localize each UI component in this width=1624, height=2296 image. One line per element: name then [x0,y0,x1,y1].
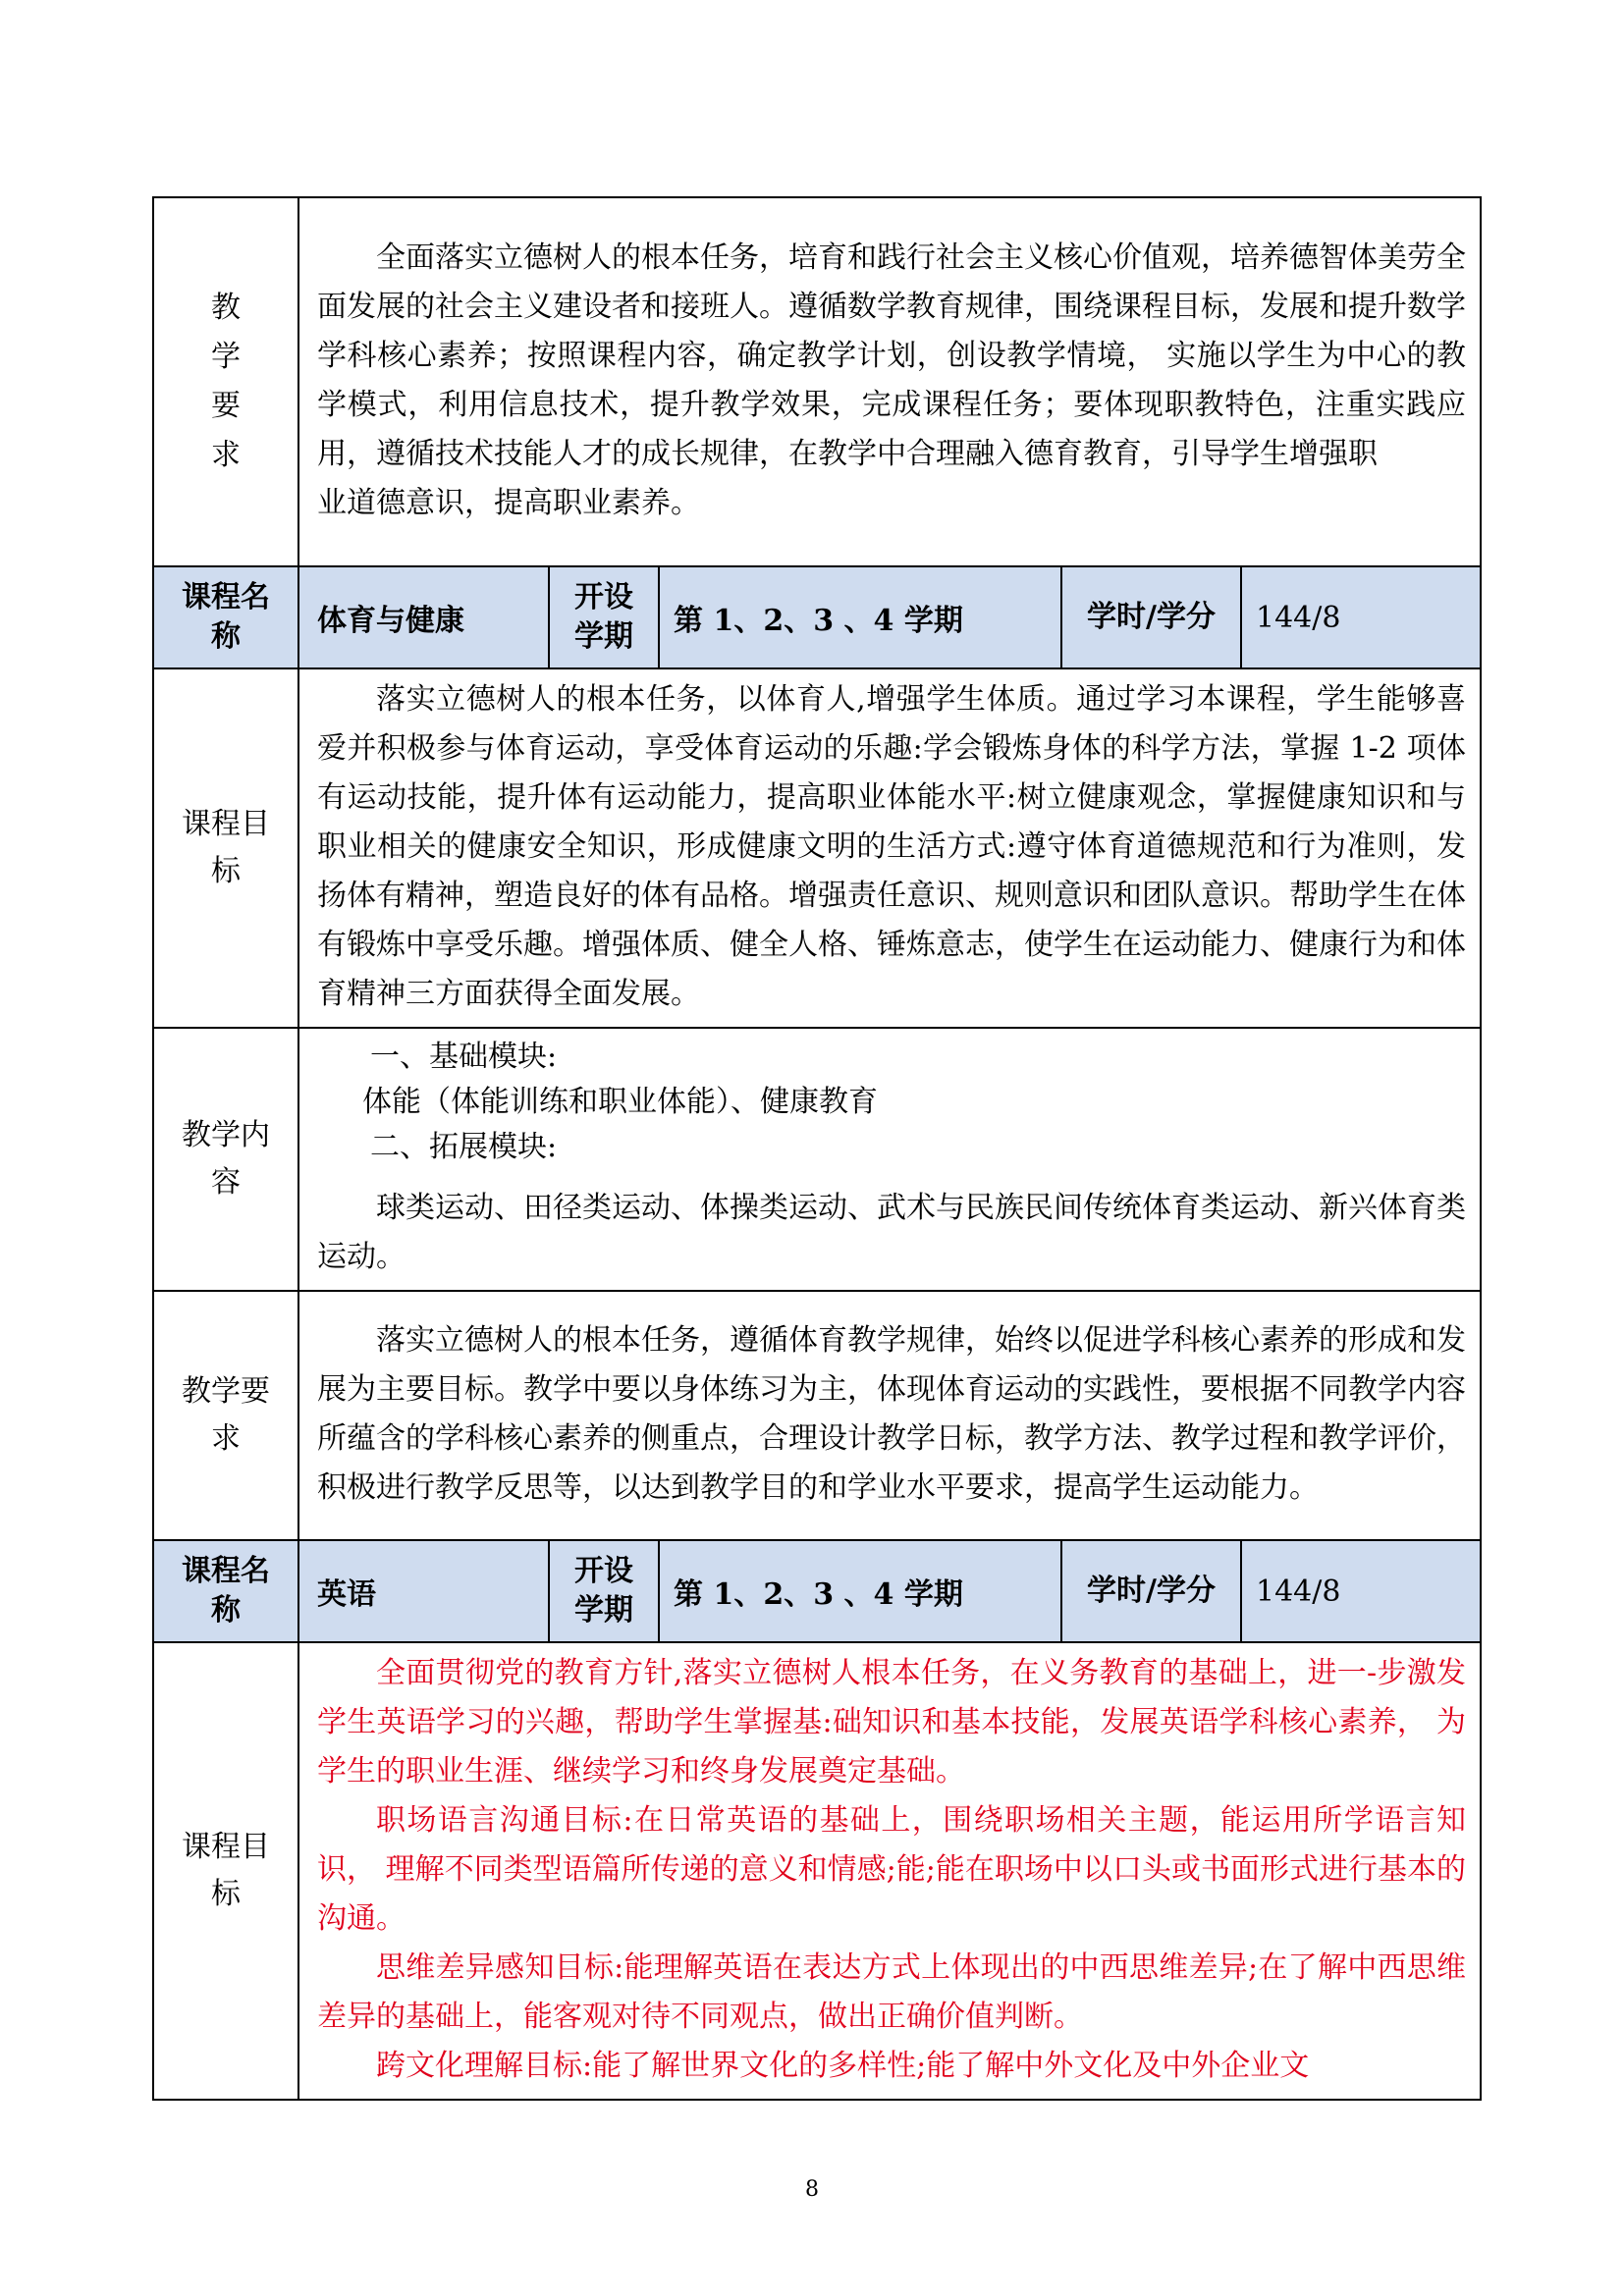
term-value: 第 1、2、3 、4 学期 [659,566,1061,668]
paragraph: 职场语言沟通目标:在日常英语的基础上，围绕职场相关主题，能运用所学语言知识， 理解不同类型语篇所传递的意义和情感;能;能在职场中以口头或书面形式进行基本的沟通。 [317,1803,1467,1936]
teaching-content-text [298,1028,1481,1291]
term-value: 第 1、2、3 、4 学期 [659,1540,1061,1642]
term-label: 开设学期 [549,566,659,668]
course-goal-label [153,1642,298,2100]
term-label: 开设学期 [549,1540,659,1642]
course-name: 英语 [298,1540,549,1642]
paragraph: 思维差异感知目标:能理解英语在表达方式上体现出的中西思维差异;在了解中西思维差异的基础上，能客观对待不同观点，做出正确价值判断。 [317,1950,1467,2034]
course-goal-label [153,668,298,1028]
teaching-requirements-text [298,1291,1481,1540]
course-goal-text [298,1642,1481,2100]
label-text: 课程目标 [182,1830,270,1911]
paragraph: 全面贯彻党的教育方针,落实立德树人根本任务，在义务教育的基础上，进一-步激发学生英语学习的兴趣，帮助学生掌握基:础知识和基本技能，发展英语学科核心素养， 为学生的职业生涯、继续学习和终身发展奠定基础。 [317,1656,1467,1789]
page-number: 8 [805,2177,819,2202]
teaching-content-label [153,1028,298,1291]
course-name-label: 课程名称 [153,1540,298,1642]
module-item: 体能（体能训练和职业体能）、健康教育 [362,1085,878,1119]
paragraph: 全面落实立德树人的根本任务，培育和践行社会主义核心价值观，培养德智体美劳全面发展的社会主义建设者和接班人。遵循数学教育规律，围绕课程目标，发展和提升数学学科核心素养；按照课程内容，确定教学计划，创设教学情境， 实施以学生为中心的教学模式，利用信息技术，提升教学效果，完成课程任务；要体现职教特色，注重实践应用，遵循技术技能人才的成长规律，在教学中合理融入德育教育，引导学生增强职 [317,240,1467,471]
paragraph: 业道德意识，提高职业素养。 [317,486,700,520]
label-char: 学 [211,340,241,374]
label-text: 课程目标 [182,807,270,888]
teaching-requirements-text [298,197,1481,566]
hours-label: 学时/学分 [1061,1540,1241,1642]
label-text: 教学内容 [182,1118,270,1200]
paragraph: 落实立德树人的根本任务，以体育人,增强学生体质。通过学习本课程，学生能够喜爱并积极参与体育运动，享受体育运动的乐趣:学会锻炼身体的科学方法，掌握 1-2 项体有运动技能，提升体有运动能力，提高职业体能水平:树立健康观念，掌握健康知识和与职业相关的健康安全知识，形成健康文明的生活方式:遵守体育道德规范和行为准则，发扬体有精神，塑造良好的体有品格。增强责任意识、规则意识和团队意识。帮助学生在体有锻炼中享受乐趣。增强体质、健全人格、锤炼意志，使学生在运动能力、健康行为和体育精神三方面获得全面发展。 [317,682,1467,1011]
course-goal-text [298,668,1481,1028]
label-text: 教学要求 [182,1374,270,1456]
teaching-requirements-label [153,197,298,566]
label-char: 教 [211,291,241,325]
course-name: 体育与健康 [298,566,549,668]
course-header-row [153,566,1481,668]
paragraph: 跨文化理解目标:能了解世界文化的多样性;能了解中外文化及中外企业文 [376,2049,1310,2083]
hours-value: 144/8 [1241,566,1481,668]
course-table [152,196,1482,2101]
document-page [152,196,1480,2101]
hours-value: 144/8 [1241,1540,1481,1642]
paragraph: 落实立德树人的根本任务，遵循体育教学规律，始终以促进学科核心素养的形成和发展为主要目标。教学中要以身体练习为主，体现体育运动的实践性，要根据不同教学内容所蕴含的学科核心素养的侧重点，合理设计教学日标，教学方法、教学过程和教学评价，积极进行教学反思等，以达到教学目的和学业水平要求，提高学生运动能力。 [317,1323,1467,1505]
teaching-requirements-label [153,1291,298,1540]
course-header-row [153,1540,1481,1642]
module-heading: 一、基础模块: [370,1040,558,1074]
label-char: 求 [211,438,241,472]
module-item: 球类运动、田径类运动、体操类运动、武术与民族民间传统体育类运动、新兴体育类运动。 [317,1191,1467,1274]
course-name-label: 课程名称 [153,566,298,668]
hours-label: 学时/学分 [1061,566,1241,668]
label-char: 要 [211,389,241,423]
module-heading: 二、拓展模块: [370,1130,558,1164]
